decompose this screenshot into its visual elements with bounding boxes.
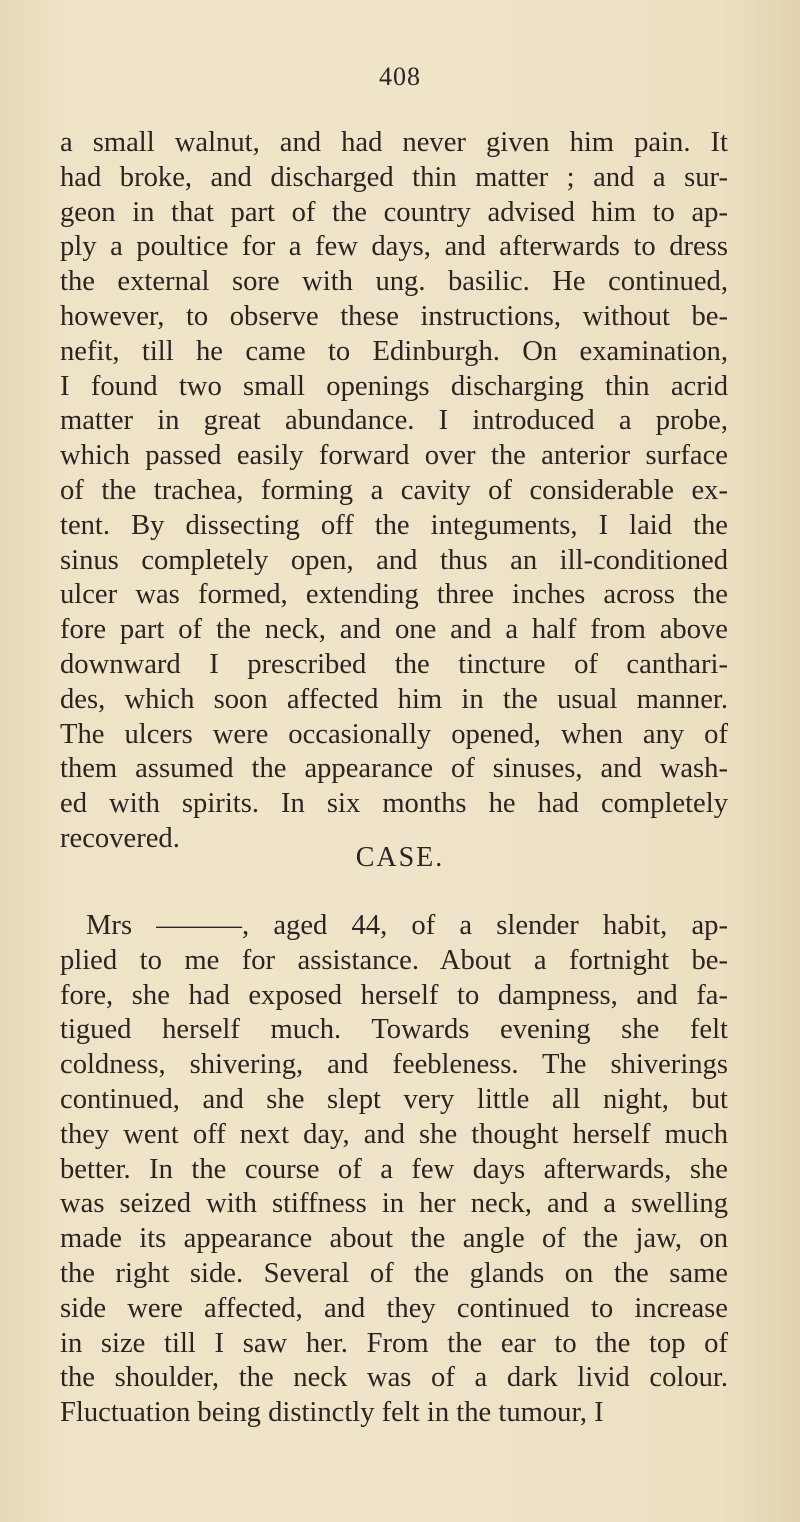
text-line: side were affected, and they continued to increase	[60, 1292, 728, 1324]
paragraph-case-mrs	[60, 909, 728, 1431]
text-line: plied to me for assistance. About a fortnight be-	[60, 944, 728, 976]
text-line: downward I prescribed the tincture of canthari-	[60, 648, 728, 680]
text-line: sinus completely open, and thus an ill-conditioned	[60, 544, 728, 576]
text-line: however, to observe these instructions, without be-	[60, 300, 728, 332]
section-heading-case: CASE.	[355, 842, 445, 873]
text-line: of the trachea, forming a cavity of considerable ex-	[60, 474, 728, 506]
text-line: in size till I saw her. From the ear to the top of	[60, 1327, 728, 1359]
text-line: better. In the course of a few days afterwards, she	[60, 1153, 728, 1185]
text-line: the shoulder, the neck was of a dark livid colour.	[60, 1362, 728, 1394]
page-number: 408	[379, 62, 421, 91]
text-line: recovered.	[60, 822, 180, 854]
text-line: Fluctuation being distinctly felt in the tumour, I	[60, 1397, 604, 1429]
text-line: ply a poultice for a few days, and afterwards to dress	[60, 231, 728, 263]
paragraph-case-continuation	[60, 126, 728, 857]
text-line: continued, and she slept very little all night, but	[60, 1083, 728, 1115]
text-line: geon in that part of the country advised him to ap-	[60, 196, 728, 228]
text-line: was seized with stiffness in her neck, and a swelling	[60, 1188, 728, 1220]
text-line: had broke, and discharged thin matter ; and a sur-	[60, 161, 728, 193]
text-line: tigued herself much. Towards evening she felt	[60, 1014, 728, 1046]
text-line: coldness, shivering, and feebleness. The shiverings	[60, 1049, 728, 1081]
text-line: they went off next day, and she thought herself much	[60, 1118, 728, 1150]
text-line: ulcer was formed, extending three inches across the	[60, 579, 728, 611]
text-line: them assumed the appearance of sinuses, and wash-	[60, 753, 728, 785]
text-line: The ulcers were occasionally opened, when any of	[60, 718, 728, 750]
text-line: I found two small openings discharging thin acrid	[60, 370, 728, 402]
text-line: which passed easily forward over the anterior surface	[60, 440, 728, 472]
text-line: des, which soon affected him in the usual manner.	[60, 683, 728, 715]
text-line: made its appearance about the angle of the jaw, on	[60, 1223, 728, 1255]
text-line: nefit, till he came to Edinburgh. On examination,	[60, 335, 728, 367]
text-line: the right side. Several of the glands on the same	[60, 1257, 728, 1289]
text-line: the external sore with ung. basilic. He continued,	[60, 266, 728, 298]
text-line: a small walnut, and had never given him pain. It	[60, 127, 728, 158]
text-line: fore, she had exposed herself to dampness, and fa-	[60, 979, 728, 1011]
text-line: Mrs ———, aged 44, of a slender habit, ap-	[86, 910, 728, 941]
text-line: fore part of the neck, and one and a half from above	[60, 614, 728, 646]
text-line: matter in great abundance. I introduced a probe,	[60, 405, 728, 437]
text-line: tent. By dissecting off the integuments, I laid the	[60, 509, 728, 541]
text-line: ed with spirits. In six months he had completely	[60, 788, 728, 820]
